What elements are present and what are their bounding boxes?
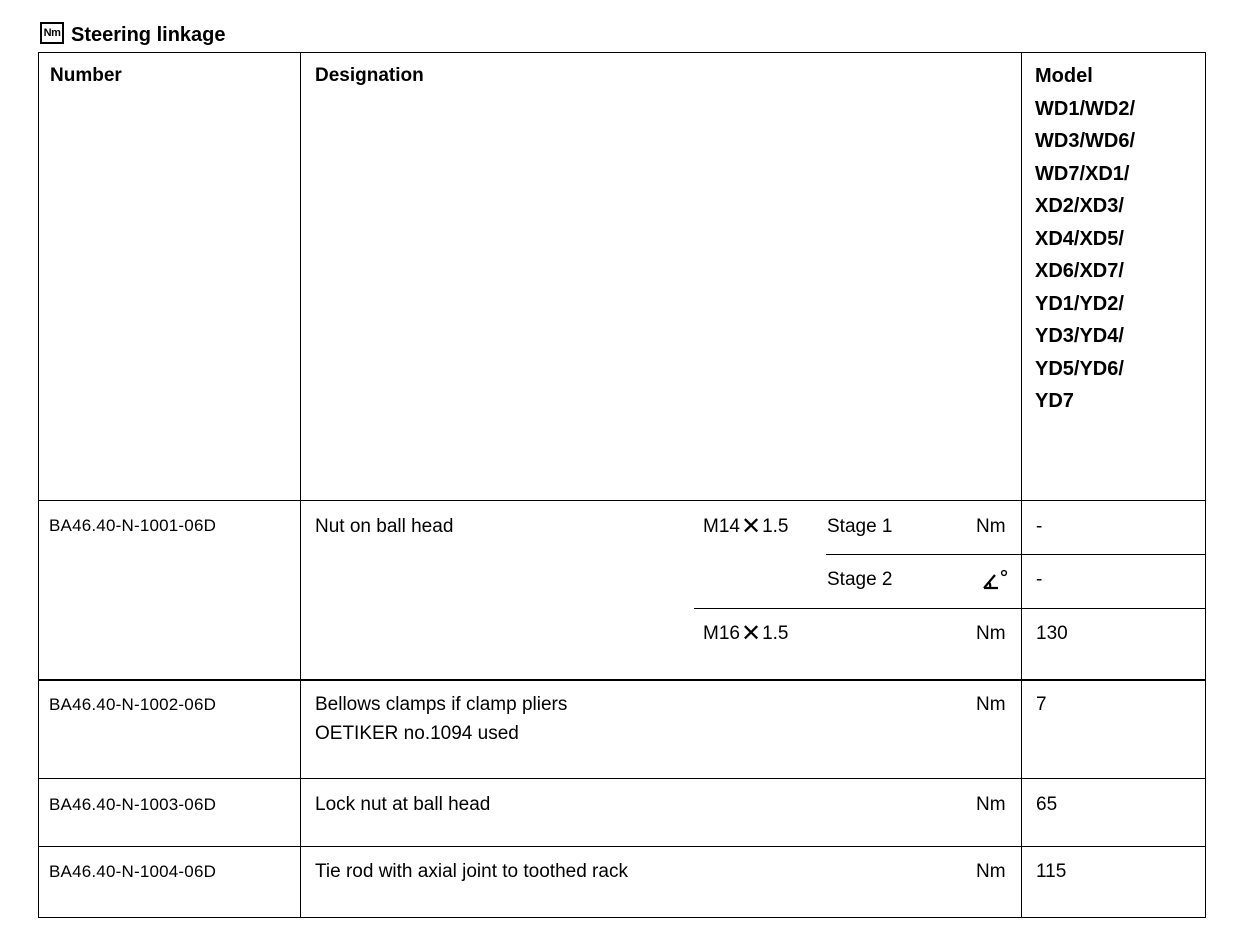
model-label: Model	[1035, 65, 1093, 87]
header-designation: Designation	[315, 65, 424, 86]
torque-value: -	[1036, 516, 1043, 537]
torque-nm-icon: Nm	[40, 22, 64, 44]
model-line: XD4/XD5/	[1035, 227, 1124, 250]
sub-row-divider	[1021, 554, 1205, 555]
torque-table	[38, 52, 1206, 918]
torque-value: 7	[1036, 694, 1047, 715]
sub-row-divider	[1021, 608, 1205, 609]
model-line: WD1/WD2/	[1035, 97, 1135, 120]
model-line: YD3/YD4/	[1035, 325, 1124, 347]
model-line: WD3/WD6/	[1035, 130, 1135, 152]
torque-value: 65	[1036, 794, 1058, 815]
angle-degree-icon	[981, 568, 1011, 592]
row-divider	[39, 679, 1205, 681]
torque-value: 115	[1036, 861, 1067, 882]
stage-label: Stage 1	[827, 516, 893, 537]
model-line: WD7/XD1/	[1035, 162, 1130, 185]
unit-label: Nm	[976, 516, 1006, 537]
row-designation: Tie rod with axial joint to toothed rack	[315, 861, 628, 882]
row-divider	[39, 500, 1205, 501]
row-divider	[39, 846, 1205, 847]
unit-label: Nm	[976, 794, 1006, 815]
row-divider	[39, 778, 1205, 779]
stage-label: Stage 2	[827, 569, 893, 590]
unit-label: Nm	[976, 861, 1006, 882]
row-number: BA46.40-N-1004-06D	[49, 862, 217, 881]
sub-row-divider	[694, 608, 1022, 609]
model-line: YD7	[1035, 390, 1074, 412]
unit-label: Nm	[976, 694, 1006, 715]
thread-size: M16✕1.5	[703, 620, 789, 647]
row-designation: Bellows clamps if clamp pliers	[315, 694, 568, 715]
torque-value: -	[1036, 569, 1043, 590]
header-model	[1035, 60, 1175, 418]
row-number: BA46.40-N-1003-06D	[49, 795, 217, 814]
section-title	[40, 14, 226, 48]
header-number: Number	[50, 65, 122, 86]
row-designation: Nut on ball head	[315, 516, 454, 537]
model-line: YD5/YD6/	[1035, 357, 1124, 380]
section-title-text: Steering linkage	[71, 24, 226, 46]
torque-value: 130	[1036, 623, 1068, 644]
row-number: BA46.40-N-1001-06D	[49, 516, 217, 535]
model-line: XD2/XD3/	[1035, 195, 1124, 217]
column-divider	[1021, 53, 1022, 917]
row-designation: Lock nut at ball head	[315, 794, 491, 815]
model-line: YD1/YD2/	[1035, 292, 1124, 315]
thread-size: M14✕1.5	[703, 513, 789, 540]
row-designation: OETIKER no.1094 used	[315, 723, 519, 744]
model-line: XD6/XD7/	[1035, 260, 1124, 282]
unit-label: Nm	[976, 623, 1006, 644]
sub-row-divider	[826, 554, 1022, 555]
column-divider	[300, 53, 301, 917]
row-number: BA46.40-N-1002-06D	[49, 695, 217, 714]
